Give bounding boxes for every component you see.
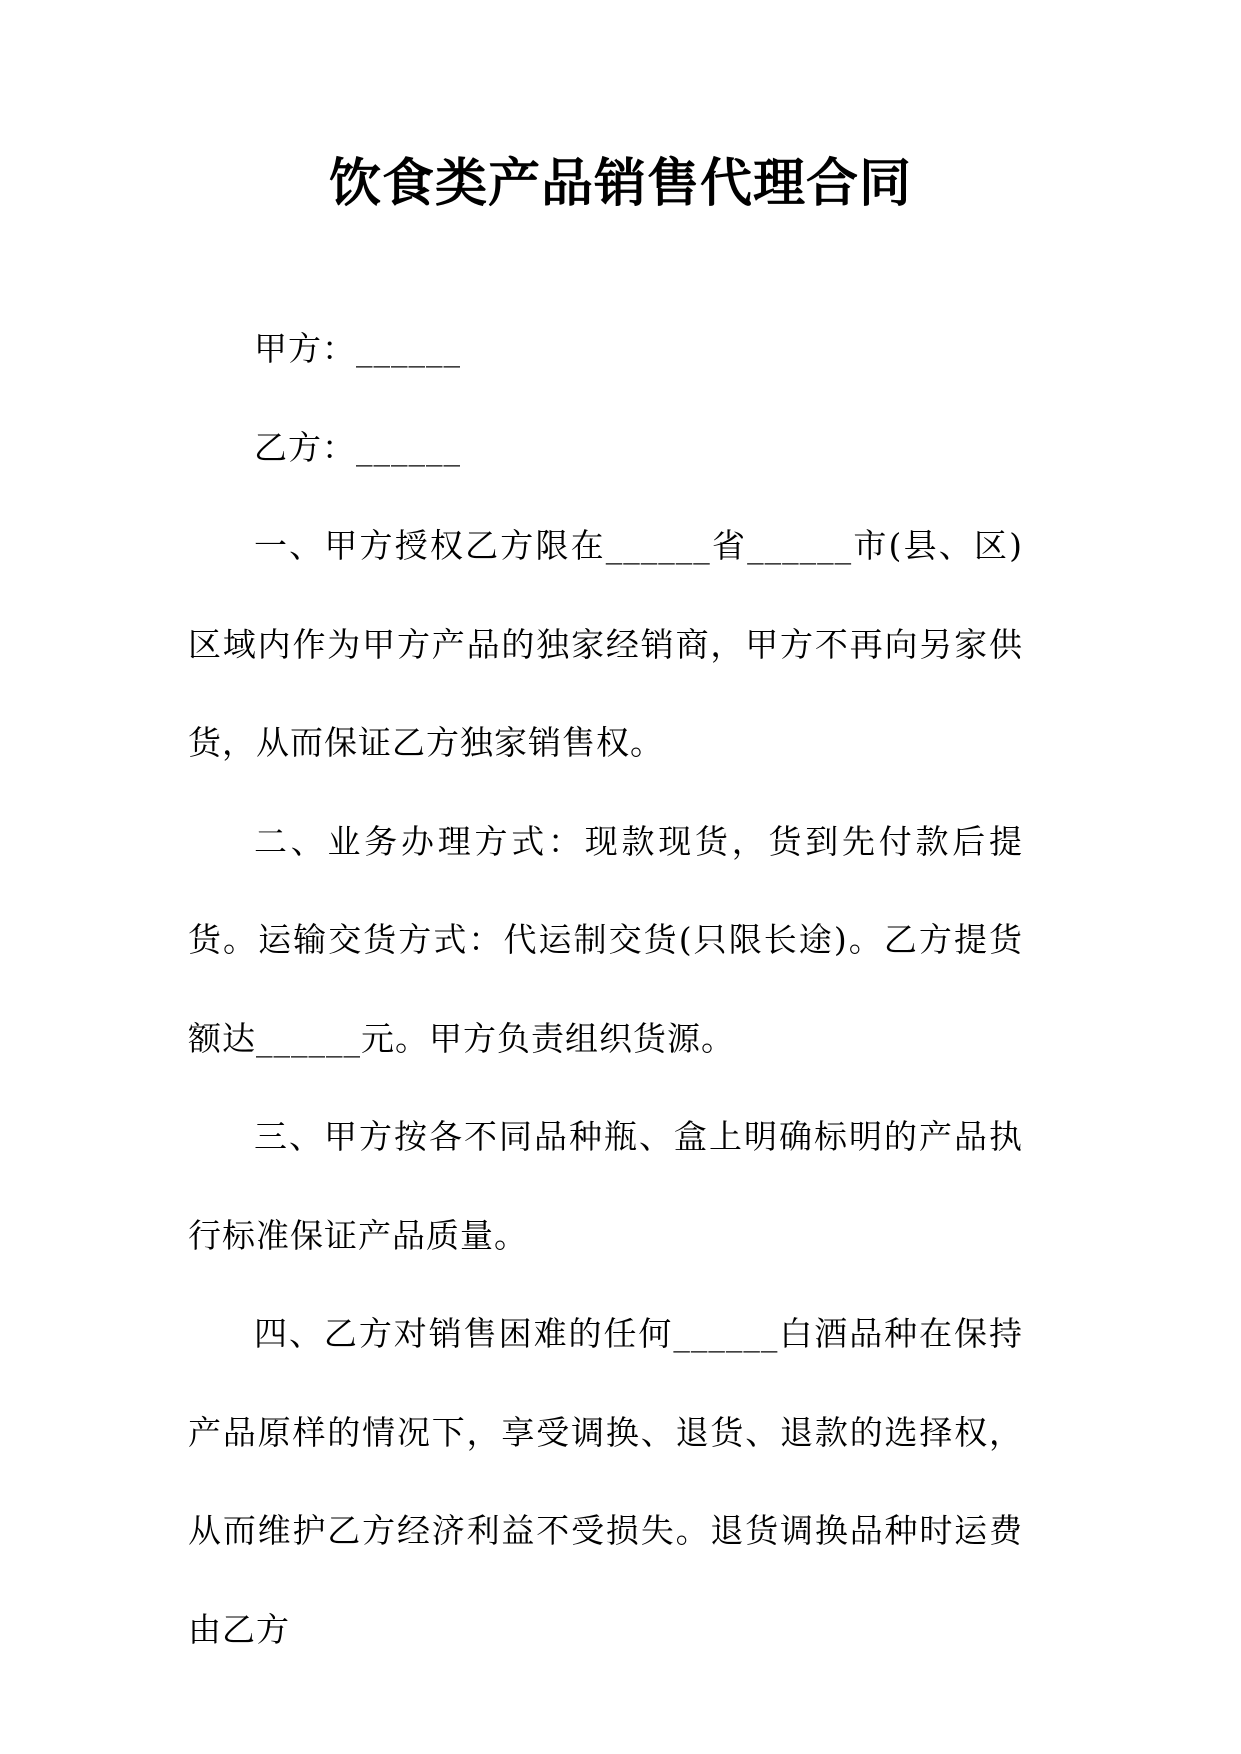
party-b-line: 乙方：______ [254,427,461,467]
document-title: 饮食类产品销售代理合同 [328,154,912,214]
clause-4: 四、乙方对销售困难的任何______白酒品种在保持产品原样的情况下，享受调换、退货、退款的选择权，从而维护乙方经济利益不受损失。退货调换品种时运费由乙方 [188,1314,1023,1649]
document-body [188,300,1023,1679]
clause-3: 三、甲方按各不同品种瓶、盒上明确标明的产品执行标准保证产品质量。 [188,1117,1023,1255]
party-a-line: 甲方：______ [254,329,461,368]
clause-1: 一、甲方授权乙方限在______省______市(县、区)区域内作为甲方产品的独家经销商，甲方不再向另家供货，从而保证乙方独家销售权。 [188,526,1023,762]
clause-2: 二、业务办理方式：现款现货，货到先付款后提货。运输交货方式：代运制交货(只限长途)。乙方提货额达______元。甲方负责组织货源。 [188,821,1023,1058]
